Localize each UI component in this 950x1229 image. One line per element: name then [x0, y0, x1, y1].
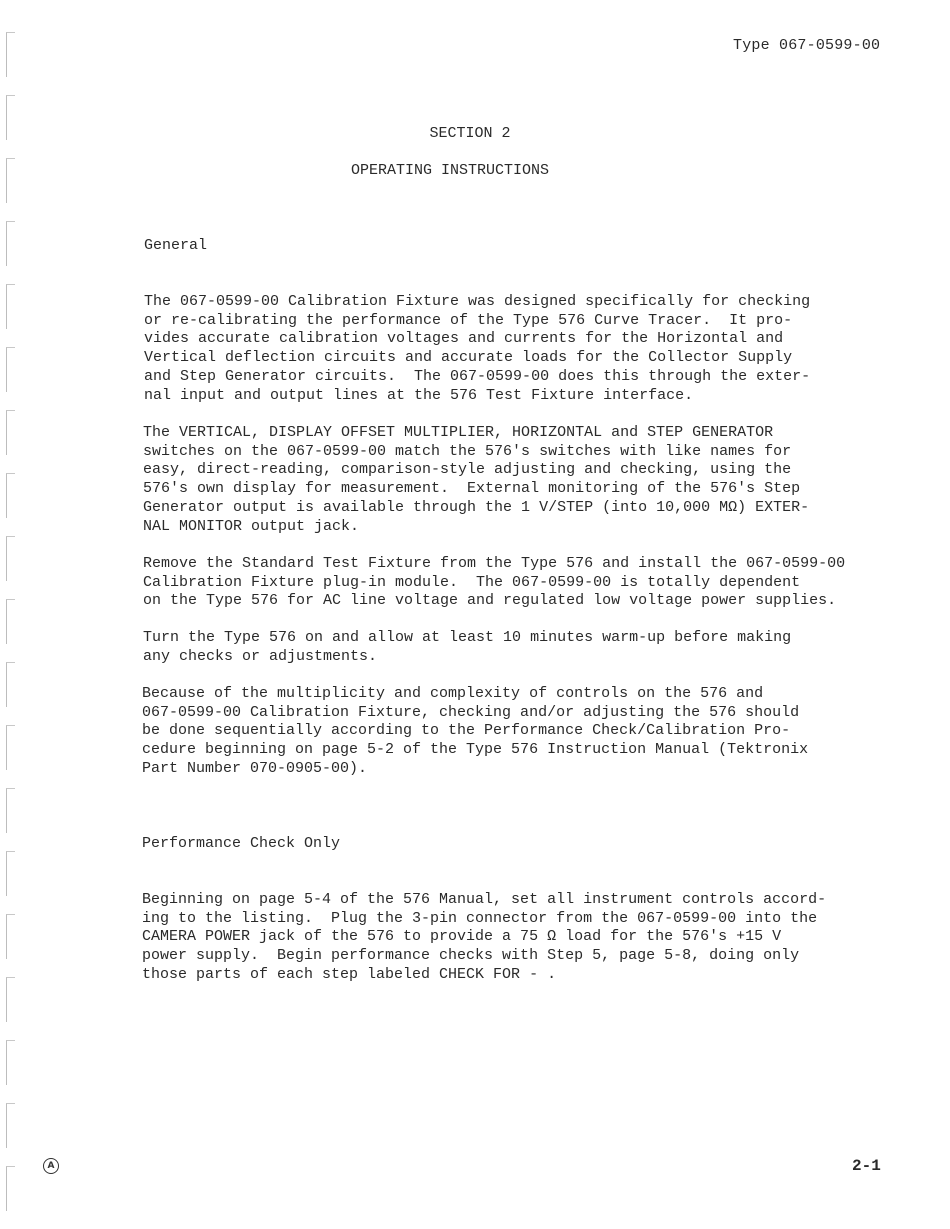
text-line: Turn the Type 576 on and allow at least 10 minutes warm-up before making	[143, 629, 792, 646]
text-line: The VERTICAL, DISPLAY OFFSET MULTIPLIER, HORIZONTAL and STEP GENERATOR	[143, 424, 774, 441]
text-line: vides accurate calibration voltages and currents for the Horizontal and	[144, 330, 784, 348]
binder-mark	[6, 536, 15, 581]
binder-mark	[6, 410, 15, 455]
section-title: OPERATING INSTRUCTIONS	[350, 162, 550, 179]
text-line: power supply. Begin performance checks with Step 5, page 5-8, doing only	[142, 947, 800, 965]
text-line: on the Type 576 for AC line voltage and regulated low voltage power supplies.	[143, 592, 837, 610]
binder-mark	[6, 473, 15, 518]
text-line: or re-calibrating the performance of the Type 576 Curve Tracer. It pro-	[144, 311, 793, 329]
paragraph-warmup	[143, 629, 883, 666]
text-line: switches on the 067-0599-00 match the 576's switches with like names for	[143, 442, 792, 460]
heading-performance-check: Performance Check Only	[142, 835, 341, 852]
binder-mark	[6, 977, 15, 1022]
text-line: be done sequentially according to the Performance Check/Calibration Pro-	[142, 722, 791, 740]
binder-mark	[6, 284, 15, 329]
binder-mark	[6, 1166, 15, 1211]
text-line: Beginning on page 5-4 of the 576 Manual, set all instrument controls accord-	[142, 891, 827, 908]
paragraph-install	[143, 555, 883, 611]
text-line: Because of the multiplicity and complexity of controls on the 576 and	[142, 685, 764, 702]
text-line: Vertical deflection circuits and accurate loads for the Collector Supply	[144, 349, 793, 367]
text-line: CAMERA POWER jack of the 576 to provide a 75 Ω load for the 576's +15 V	[142, 928, 782, 946]
binder-mark	[6, 851, 15, 896]
binder-mark	[6, 32, 15, 77]
text-line: nal input and output lines at the 576 Test Fixture interface.	[144, 386, 694, 404]
text-line: and Step Generator circuits. The 067-0599-00 does this through the exter-	[144, 367, 811, 385]
heading-general: General	[144, 237, 208, 254]
text-line: Remove the Standard Test Fixture from the Type 576 and install the 067-0599-00	[143, 555, 846, 572]
type-number: Type 067-0599-00	[733, 37, 881, 54]
text-line: The 067-0599-00 Calibration Fixture was designed specifically for checking	[144, 293, 811, 310]
text-line: Part Number 070-0905-00).	[142, 759, 368, 777]
text-line: Generator output is available through the 1 V/STEP (into 10,000 MΩ) EXTER-	[143, 498, 810, 516]
binder-mark	[6, 599, 15, 644]
section-number: SECTION 2	[429, 125, 511, 142]
text-line: Calibration Fixture plug-in module. The 067-0599-00 is totally dependent	[143, 573, 801, 591]
binder-mark	[6, 1040, 15, 1085]
text-line: easy, direct-reading, comparison-style adjusting and checking, using the	[143, 461, 792, 479]
binder-mark	[6, 1103, 15, 1148]
paragraph-intro	[144, 293, 884, 405]
paragraph-performance-check	[142, 891, 882, 985]
binder-mark	[6, 725, 15, 770]
text-line: NAL MONITOR output jack.	[143, 517, 360, 535]
text-line: cedure beginning on page 5-2 of the Type 576 Instruction Manual (Tektronix	[142, 741, 809, 759]
text-line: those parts of each step labeled CHECK FOR - .	[142, 965, 557, 983]
binder-mark	[6, 788, 15, 833]
text-line: 067-0599-00 Calibration Fixture, checking and/or adjusting the 576 should	[142, 703, 800, 721]
binder-mark	[6, 662, 15, 707]
tektronix-logo-icon: A	[43, 1158, 59, 1174]
text-line: ing to the listing. Plug the 3-pin connector from the 067-0599-00 into the	[142, 909, 818, 927]
text-line: 576's own display for measurement. External monitoring of the 576's Step	[143, 480, 801, 498]
binder-mark	[6, 914, 15, 959]
text-line: any checks or adjustments.	[143, 647, 378, 665]
binder-mark	[6, 347, 15, 392]
binder-mark	[6, 221, 15, 266]
page-number: 2-1	[852, 1157, 881, 1175]
paragraph-switches	[143, 424, 883, 536]
paragraph-procedure	[142, 685, 882, 779]
